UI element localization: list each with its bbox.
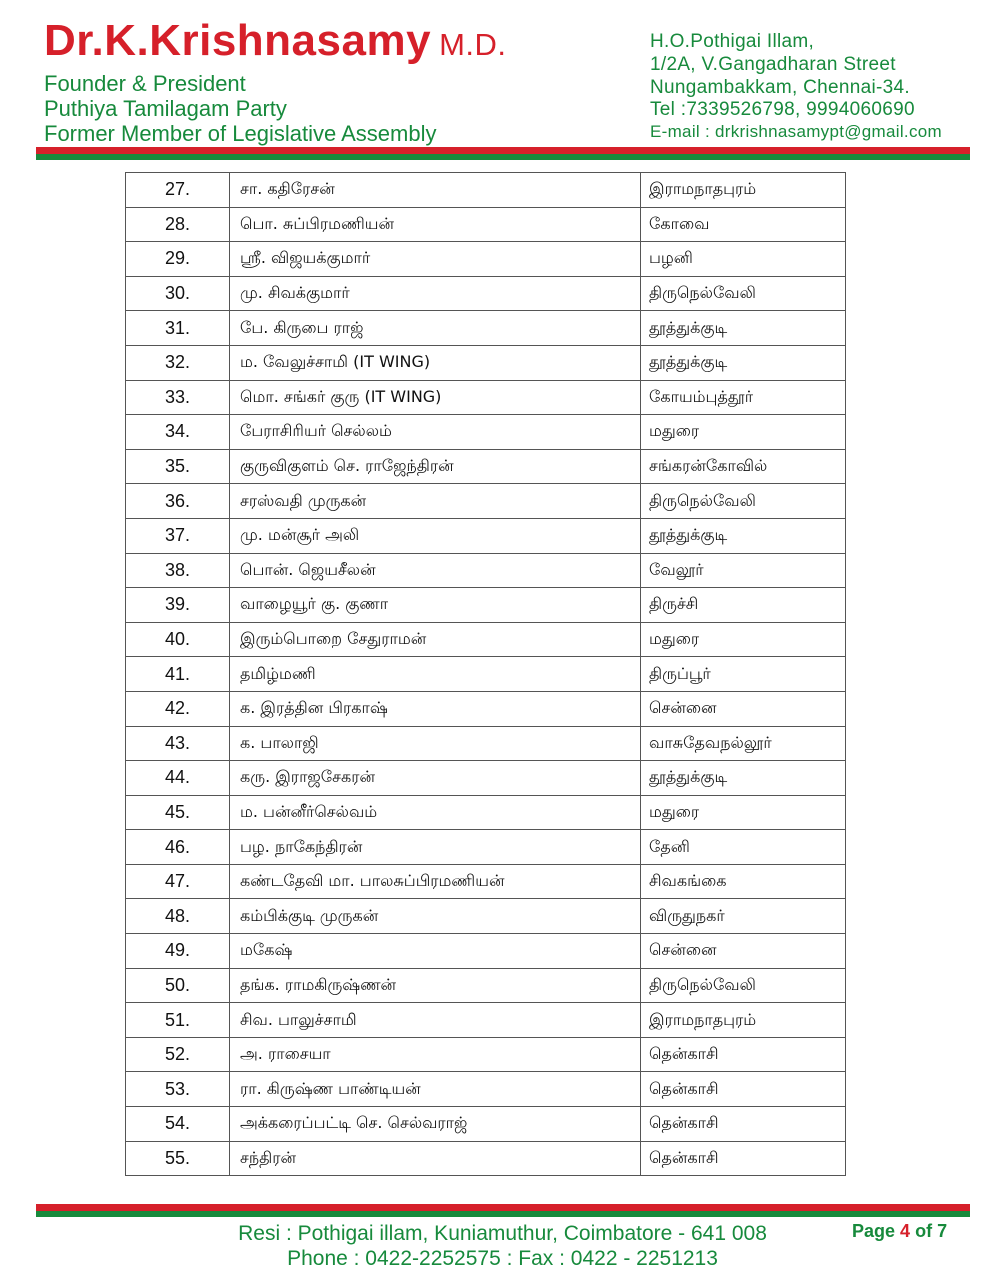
member-name: சிவ. பாலுச்சாமி (230, 1003, 641, 1038)
table-row (126, 1003, 846, 1038)
member-name: ம. வேலுச்சாமி (IT WING) (230, 345, 641, 380)
address-line-1: H.O.Pothigai Illam, (650, 31, 815, 52)
table-row (126, 311, 846, 346)
row-number: 31. (126, 311, 230, 346)
member-place: இராமநாதபுரம் (641, 173, 846, 208)
member-name: சந்திரன் (230, 1141, 641, 1176)
row-number: 42. (126, 691, 230, 726)
row-number: 29. (126, 242, 230, 277)
table-row (126, 622, 846, 657)
member-place: தென்காசி (641, 1072, 846, 1107)
table-row (126, 691, 846, 726)
table-row (126, 761, 846, 796)
member-name: வாழையூர் கு. குணா (230, 588, 641, 623)
member-name: மொ. சங்கர் குரு (IT WING) (230, 380, 641, 415)
member-name: அக்கரைப்பட்டி செ. செல்வராஜ் (230, 1107, 641, 1142)
member-name: சரஸ்வதி முருகன் (230, 484, 641, 519)
table-row (126, 518, 846, 553)
member-place: தென்காசி (641, 1141, 846, 1176)
member-name: பே. கிருபை ராஜ் (230, 311, 641, 346)
role-founder: Founder & President (44, 71, 246, 96)
row-number: 35. (126, 449, 230, 484)
member-name: குருவிகுளம் செ. ராஜேந்திரன் (230, 449, 641, 484)
row-number: 33. (126, 380, 230, 415)
row-number: 47. (126, 864, 230, 899)
member-place: விருதுநகர் (641, 899, 846, 934)
member-place: திருச்சி (641, 588, 846, 623)
member-name: மகேஷ் (230, 934, 641, 969)
member-table (125, 172, 846, 1176)
member-place: இராமநாதபுரம் (641, 1003, 846, 1038)
row-number: 46. (126, 830, 230, 865)
name-text: Dr.K.Krishnasamy (44, 16, 432, 65)
footer-contact: Phone : 0422-2252575 : Fax : 0422 - 2251213 (287, 1247, 718, 1270)
row-number: 45. (126, 795, 230, 830)
member-name: அ. ராசையா (230, 1037, 641, 1072)
table-row (126, 864, 846, 899)
row-number: 37. (126, 518, 230, 553)
page-number (852, 1221, 947, 1242)
row-number: 30. (126, 276, 230, 311)
member-name: ஸ்ரீ. விஜயக்குமார் (230, 242, 641, 277)
member-place: திருநெல்வேலி (641, 484, 846, 519)
page-prefix: Page (852, 1221, 896, 1241)
footer-red-band (36, 1204, 970, 1211)
row-number: 49. (126, 934, 230, 969)
member-place: வாசுதேவநல்லூர் (641, 726, 846, 761)
member-name: க. பாலாஜி (230, 726, 641, 761)
member-place: கோவை (641, 207, 846, 242)
header-red-band (36, 147, 970, 154)
member-name: மு. மன்சூர் அலி (230, 518, 641, 553)
row-number: 28. (126, 207, 230, 242)
row-number: 39. (126, 588, 230, 623)
member-name: கண்டதேவி மா. பாலசுப்பிரமணியன் (230, 864, 641, 899)
row-number: 34. (126, 415, 230, 450)
table-row (126, 207, 846, 242)
table-row (126, 173, 846, 208)
table-row (126, 934, 846, 969)
table-row (126, 380, 846, 415)
row-number: 52. (126, 1037, 230, 1072)
member-place: வேலூர் (641, 553, 846, 588)
row-number: 40. (126, 622, 230, 657)
row-number: 36. (126, 484, 230, 519)
member-place: தென்காசி (641, 1107, 846, 1142)
degree-text: M.D. (439, 27, 507, 62)
member-place: பழனி (641, 242, 846, 277)
member-place: தென்காசி (641, 1037, 846, 1072)
member-name: பழ. நாகேந்திரன் (230, 830, 641, 865)
member-place: கோயம்புத்தூர் (641, 380, 846, 415)
member-name: மு. சிவக்குமார் (230, 276, 641, 311)
member-name: பொன். ஜெயசீலன் (230, 553, 641, 588)
member-place: திருநெல்வேலி (641, 968, 846, 1003)
table-row (126, 345, 846, 380)
member-place: திருப்பூர் (641, 657, 846, 692)
page-total: of 7 (915, 1221, 948, 1241)
row-number: 48. (126, 899, 230, 934)
member-place: மதுரை (641, 622, 846, 657)
member-name: பொ. சுப்பிரமணியன் (230, 207, 641, 242)
table-row (126, 1107, 846, 1142)
member-name: ரா. கிருஷ்ண பாண்டியன் (230, 1072, 641, 1107)
table-row (126, 553, 846, 588)
member-place: தூத்துக்குடி (641, 345, 846, 380)
table-row (126, 968, 846, 1003)
row-number: 32. (126, 345, 230, 380)
member-place: சங்கரன்கோவில் (641, 449, 846, 484)
member-place: திருநெல்வேலி (641, 276, 846, 311)
row-number: 55. (126, 1141, 230, 1176)
member-place: மதுரை (641, 795, 846, 830)
member-place: தூத்துக்குடி (641, 311, 846, 346)
member-table-body (126, 173, 846, 1176)
footer-green-band (36, 1211, 970, 1217)
address-line-2: 1/2A, V.Gangadharan Street (650, 54, 896, 75)
table-row (126, 1072, 846, 1107)
member-name: பேராசிரியர் செல்லம் (230, 415, 641, 450)
phone-line: Tel :7339526798, 9994060690 (650, 99, 915, 120)
address-line-3: Nungambakkam, Chennai-34. (650, 77, 910, 98)
row-number: 54. (126, 1107, 230, 1142)
member-name: சா. கதிரேசன் (230, 173, 641, 208)
member-name: தமிழ்மணி (230, 657, 641, 692)
table-row (126, 1141, 846, 1176)
role-former-mla: Former Member of Legislative Assembly (44, 121, 437, 146)
member-place: மதுரை (641, 415, 846, 450)
table-row (126, 484, 846, 519)
member-place: தேனி (641, 830, 846, 865)
table-row (126, 449, 846, 484)
member-place: தூத்துக்குடி (641, 761, 846, 796)
table-row (126, 795, 846, 830)
table-row (126, 830, 846, 865)
email-line: E-mail : drkrishnasamypt@gmail.com (650, 122, 942, 141)
row-number: 44. (126, 761, 230, 796)
footer-residence: Resi : Pothigai illam, Kuniamuthur, Coimbatore - 641 008 (238, 1222, 767, 1245)
table-row (126, 899, 846, 934)
role-party: Puthiya Tamilagam Party (44, 96, 287, 121)
table-row (126, 588, 846, 623)
member-name: கம்பிக்குடி முருகன் (230, 899, 641, 934)
row-number: 41. (126, 657, 230, 692)
member-name: ம. பன்னீர்செல்வம் (230, 795, 641, 830)
row-number: 27. (126, 173, 230, 208)
page-current: 4 (900, 1221, 911, 1241)
table-row (126, 1037, 846, 1072)
member-place: சிவகங்கை (641, 864, 846, 899)
member-name: கரு. இராஜசேகரன் (230, 761, 641, 796)
member-name: இரும்பொறை சேதுராமன் (230, 622, 641, 657)
row-number: 50. (126, 968, 230, 1003)
row-number: 53. (126, 1072, 230, 1107)
member-place: தூத்துக்குடி (641, 518, 846, 553)
member-name: தங்க. ராமகிருஷ்ணன் (230, 968, 641, 1003)
row-number: 43. (126, 726, 230, 761)
table-row (126, 415, 846, 450)
row-number: 51. (126, 1003, 230, 1038)
row-number: 38. (126, 553, 230, 588)
member-place: சென்னை (641, 934, 846, 969)
table-row (126, 242, 846, 277)
header-green-band (36, 154, 970, 160)
letterhead-name (44, 16, 507, 66)
member-name: க. இரத்தின பிரகாஷ் (230, 691, 641, 726)
table-row (126, 657, 846, 692)
member-place: சென்னை (641, 691, 846, 726)
table-row (126, 276, 846, 311)
table-row (126, 726, 846, 761)
